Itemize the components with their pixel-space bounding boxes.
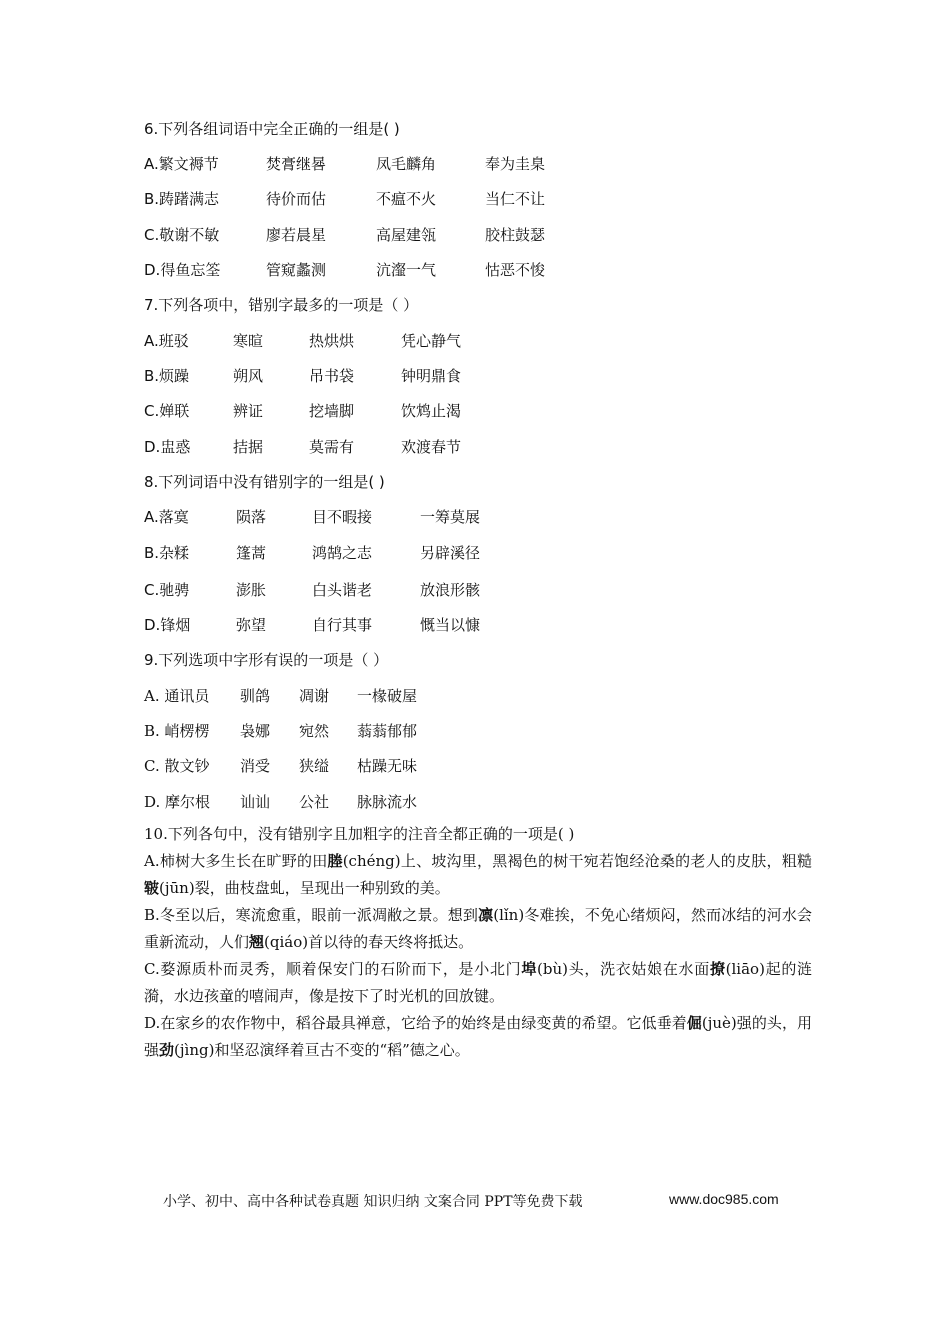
option-term: B.踌躇满志 bbox=[144, 190, 220, 208]
option-term: 弥望 bbox=[236, 616, 267, 634]
option-term: 讪讪 bbox=[240, 793, 271, 811]
option-term: C.婵联 bbox=[144, 402, 190, 420]
bold-char: 塍 bbox=[327, 852, 343, 870]
option-term: C.敬谢不敏 bbox=[144, 226, 220, 244]
option-term: D.得鱼忘筌 bbox=[144, 261, 221, 279]
option-term: 不瘟不火 bbox=[376, 190, 437, 208]
option-term: 袅娜 bbox=[240, 722, 271, 740]
option-term: 莫需有 bbox=[309, 438, 355, 456]
question-10-option-a: A.柿树大多生长在旷野的田塍(chéng)上、坡沟里，黑褐色的树干宛若饱经沧桑的老人的皮肤，粗糙皲(jūn)裂，曲枝盘虬，呈现出一种别致的美。 bbox=[144, 852, 812, 897]
option-term: D.锋烟 bbox=[144, 616, 191, 634]
option-term: 寒暄 bbox=[233, 332, 264, 350]
option-term: B.杂糅 bbox=[144, 544, 190, 562]
option-term: 挖墙脚 bbox=[309, 402, 355, 420]
question-10 bbox=[144, 821, 812, 1064]
option-term: 狭缢 bbox=[299, 757, 330, 775]
bold-char: 劲 bbox=[159, 1041, 175, 1059]
option-term: 钟明鼎食 bbox=[401, 367, 462, 385]
option-term: B. 峭楞楞 bbox=[144, 722, 210, 740]
option-term: 宛然 bbox=[299, 722, 330, 740]
option-term: 凭心静气 bbox=[401, 332, 462, 350]
question-9-title: 9.下列选项中字形有误的一项是（ ） bbox=[144, 651, 389, 669]
option-term: 焚膏继晷 bbox=[266, 155, 327, 173]
option-term: 辨证 bbox=[233, 402, 264, 420]
question-10-option-c: C.婺源质朴而灵秀，顺着保安门的石阶而下，是小北门埠(bù)头，洗衣姑娘在水面撩(liāo)起的涟漪，水边孩童的嘻闹声，像是按下了时光机的回放键。 bbox=[144, 960, 813, 1005]
option-term: 凤毛麟角 bbox=[376, 155, 437, 173]
option-term: 白头谐老 bbox=[312, 581, 373, 599]
option-term: 凋谢 bbox=[299, 687, 330, 705]
option-term: 待价而估 bbox=[266, 190, 327, 208]
option-term: 拮据 bbox=[233, 438, 264, 456]
option-term: 放浪形骸 bbox=[420, 581, 481, 599]
option-term: 脉脉流水 bbox=[357, 793, 418, 811]
option-term: B.烦躁 bbox=[144, 367, 190, 385]
option-term: 饮鸩止渴 bbox=[401, 402, 462, 420]
footer-url[interactable]: www.doc985.com bbox=[669, 1191, 779, 1207]
question-10-title: 10.下列各句中，没有错别字且加粗字的注音全都正确的一项是( ) bbox=[144, 825, 575, 843]
question-8-title: 8.下列词语中没有错别字的一组是( ) bbox=[144, 473, 385, 491]
option-term: 枯躁无味 bbox=[357, 757, 418, 775]
option-term: 一筹莫展 bbox=[420, 508, 481, 526]
bold-char: 凛 bbox=[478, 906, 494, 924]
option-term: 热烘烘 bbox=[309, 332, 355, 350]
option-term: 廖若晨星 bbox=[266, 226, 327, 244]
option-term: 公社 bbox=[299, 793, 330, 811]
option-term: C. 散文钞 bbox=[144, 757, 210, 775]
option-term: 胶柱鼓瑟 bbox=[485, 226, 546, 244]
option-term: 澎胀 bbox=[236, 581, 267, 599]
bold-char: 皲 bbox=[144, 879, 160, 897]
option-term: A. 通讯员 bbox=[144, 687, 210, 705]
option-term: 蓊蓊郁郁 bbox=[357, 722, 418, 740]
option-term: 慨当以慷 bbox=[420, 616, 481, 634]
option-term: A.繁文褥节 bbox=[144, 155, 219, 173]
option-term: D. 摩尔根 bbox=[144, 793, 211, 811]
option-term: 奉为圭臬 bbox=[485, 155, 546, 173]
option-term: 吊书袋 bbox=[309, 367, 355, 385]
option-term: 自行其事 bbox=[312, 616, 373, 634]
option-term: 目不暇接 bbox=[312, 508, 373, 526]
option-term: D.盅惑 bbox=[144, 438, 191, 456]
option-term: 驯鸽 bbox=[240, 687, 271, 705]
option-term: 管窥蠡测 bbox=[266, 261, 327, 279]
option-term: 鸿鹄之志 bbox=[312, 544, 373, 562]
option-term: 沆瀣一气 bbox=[376, 261, 437, 279]
option-term: 怙恶不悛 bbox=[485, 261, 546, 279]
bold-char: 撩 bbox=[709, 960, 726, 978]
option-term: 朔风 bbox=[233, 367, 264, 385]
option-term: 高屋建瓴 bbox=[376, 226, 437, 244]
question-10-option-d: D.在家乡的农作物中，稻谷最具禅意，它给予的始终是由绿变黄的希望。它低垂着倔(juè)强的头，用强劲(jìng)和坚忍演绎着亘古不变的“稻”德之心。 bbox=[144, 1014, 812, 1059]
question-10-option-b: B.冬至以后，寒流愈重，眼前一派凋敝之景。想到凛(lǐn)冬难挨，不免心绪烦闷，然而冰结的河水会重新流动，人们翘(qiáo)首以待的春天终将抵达。 bbox=[144, 906, 812, 951]
question-6-title: 6.下列各组词语中完全正确的一组是( ) bbox=[144, 120, 400, 138]
option-term: 当仁不让 bbox=[485, 190, 546, 208]
option-term: A.落寞 bbox=[144, 508, 189, 526]
option-term: A.班驳 bbox=[144, 332, 189, 350]
option-term: 陨落 bbox=[236, 508, 267, 526]
bold-char: 埠 bbox=[521, 960, 538, 978]
question-7-title: 7.下列各项中，错别字最多的一项是（ ） bbox=[144, 296, 419, 314]
option-term: 欢渡春节 bbox=[401, 438, 462, 456]
option-term: 另辟溪径 bbox=[420, 544, 481, 562]
bold-char: 翘 bbox=[249, 933, 265, 951]
option-term: 消受 bbox=[240, 757, 271, 775]
bold-char: 倔 bbox=[686, 1014, 702, 1032]
option-term: C.驰骋 bbox=[144, 581, 190, 599]
option-term: 一椽破屋 bbox=[357, 687, 418, 705]
footer-text: 小学、初中、高中各种试卷真题 知识归纳 文案合同 PPT等免费下载 bbox=[163, 1194, 583, 1210]
option-term: 篷蒿 bbox=[236, 544, 267, 562]
